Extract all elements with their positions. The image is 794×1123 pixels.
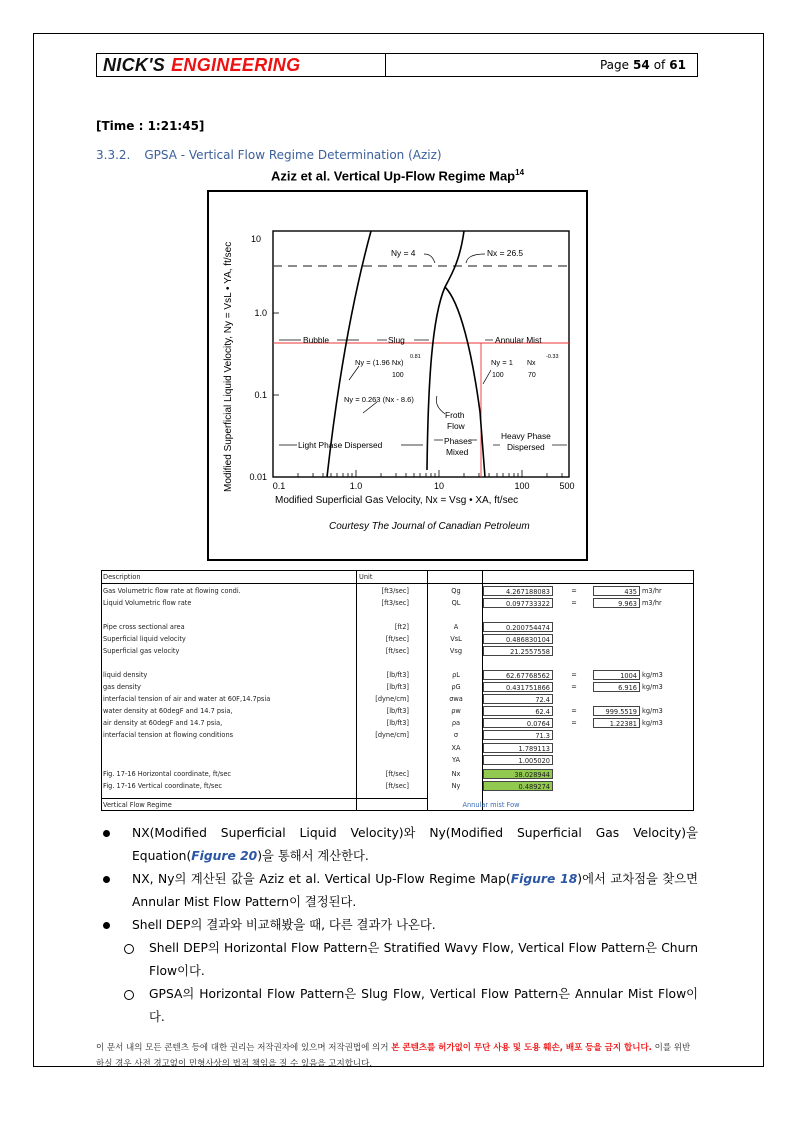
label-eq1-exp: 0.81 [410,354,421,360]
table-cell: [ft/sec] [385,770,409,778]
table-cell: liquid density [103,671,148,679]
label-bubble: Bubble [303,335,330,345]
time-label: [Time : 1:21:45] [96,119,205,133]
label-froth-1: Froth [445,410,465,420]
table-cell: air density at 60degF and 14.7 psia, [103,719,223,727]
table-cell: QL [451,599,461,607]
bullet-item [96,822,698,868]
slug-froth-boundary [427,231,464,470]
table-cell: 0.0764 [483,718,553,728]
label-phases-1: Phases [444,436,472,446]
section-title: GPSA - Vertical Flow Regime Determination (Aziz) [144,148,442,162]
table-cell: 0.097733322 [483,598,553,608]
page-header [96,53,698,77]
table-cell: 435 [593,586,640,596]
bullet-text: NX(Modified Superficial Liquid Velocity)와 Ny(Modified Superficial Gas Velocity)을 Equation( [132,826,698,863]
table-cell: kg/m3 [642,719,663,727]
table-cell: [ft/sec] [385,647,409,655]
table-cell: 21.2557558 [483,646,553,656]
notice-warning: 본 콘텐츠를 허가없이 무단 사용 및 도용 훼손, 배포 등을 금지 합니다. [391,1043,652,1053]
table-cell: = [571,599,577,607]
figure-title [207,168,588,183]
label-phases-2: Mixed [446,447,469,457]
bullet-text: )을 통해서 계산한다. [257,849,369,863]
table-cell: Fig. 17-16 Vertical coordinate, ft/sec [103,782,223,790]
table-cell: m3/hr [642,599,662,607]
table-cell: = [571,671,577,679]
y-axis-title: Modified Superficial Liquid Velocity, Ny = VsL • YA, ft/sec [223,241,234,492]
table-cell: 62.67768562 [483,670,553,680]
label-eq1: Ny = (1.96 Nx) [355,358,404,367]
table-cell: m3/hr [642,587,662,595]
header-unit: Unit [359,573,373,581]
section-number: 3.3.2. [96,148,131,162]
table-cell: A [453,623,459,631]
header-description: Description [103,573,141,581]
figure-title-ref: 14 [515,168,525,177]
brand-name: NICK'S [103,54,166,75]
table-cell: Superficial gas velocity [103,647,180,655]
calculation-table [101,570,694,811]
bullet-text: NX, Ny의 계산된 값을 Aziz et al. Vertical Up-Flow Regime Map( [132,872,511,886]
table-cell: Vertical Flow Regime [103,801,172,809]
table-cell: 9.963 [593,598,640,608]
table-cell: [ft2] [394,623,409,631]
page-total: 61 [669,58,686,72]
xtick-1: 1.0 [349,481,363,491]
table-cell: [ft/sec] [385,635,409,643]
label-heavy-1: Heavy Phase [501,431,551,441]
circle-bullet-icon [124,990,134,1000]
xtick-500: 500 [559,481,575,491]
table-cell: VsL [450,635,462,643]
table-cell: 62.4 [483,706,553,716]
table-cell: σwa [449,695,463,703]
table-cell: [lb/ft3] [386,683,409,691]
label-eq2-exp: -0.33 [546,354,559,360]
bullet-list [96,822,698,1029]
table-cell: [dyne/cm] [375,695,409,703]
table-cell: [lb/ft3] [386,707,409,715]
table-cell: [dyne/cm] [375,731,409,739]
table-cell: σ [453,731,459,739]
table-cell: [ft3/sec] [381,587,409,595]
table-cell: ρG [451,683,461,691]
figure-ref-link[interactable]: Figure 20 [191,849,258,863]
table-cell: = [571,683,577,691]
flow-regime-map [207,190,588,561]
tick-labels [249,234,574,491]
table-cell: [ft/sec] [385,782,409,790]
table-cell: 6.916 [593,682,640,692]
footer-line [33,1066,764,1067]
table-cell: = [571,587,577,595]
table-header-line [101,583,694,584]
bullet-item [96,868,698,914]
table-cell: Vsg [449,647,463,655]
bullet-dot-icon [103,876,110,883]
table-cell: Nx [451,770,461,778]
table-cell: Superficial liquid velocity [103,635,186,643]
bullet-dot-icon [103,922,110,929]
table-cell: water density at 60degF and 14.7 psia, [103,707,233,715]
brand-engineering: ENGINEERING [171,54,301,75]
table-cell: YA [451,756,461,764]
table-cell: 1.22381 [593,718,640,728]
figure-title-text: Aziz et al. Vertical Up-Flow Regime Map [270,168,516,184]
table-cell: 0.489274 [483,781,553,791]
table-cell: 0.200754474 [483,622,553,632]
notice-text: 이를 위반 하실 경우 사전 경고없이 민형사상의 법적 책임을 질 수 있음을 고지합니다. [96,1043,691,1069]
label-eq2-frac-den: 70 [528,372,536,379]
sub-bullet-item [96,937,698,983]
table-cell: 0.431751866 [483,682,553,692]
table-cell: 71.3 [483,730,553,740]
section-heading [96,148,442,162]
table-cell: XA [451,744,461,752]
figure-ref-link[interactable]: Figure 18 [510,872,578,886]
table-cell: kg/m3 [642,683,663,691]
table-cell: ρa [451,719,461,727]
page-number [386,54,697,76]
page-current: 54 [633,58,650,72]
regime-map-svg [209,192,586,559]
sub-bullet-text: GPSA의 Horizontal Flow Pattern은 Slug Flow, Vertical Flow Pattern은 Annular Mist Flow이다. [149,987,698,1024]
bullet-item [96,914,698,937]
table-cell: 4.267188083 [483,586,553,596]
table-cell: ρw [451,707,461,715]
table-cell: [ft3/sec] [381,599,409,607]
xtick-100: 100 [514,481,530,491]
label-nx265: Nx = 26.5 [487,248,524,258]
page-of: of [653,58,666,72]
table-cell: 72.4 [483,694,553,704]
table-cell: kg/m3 [642,707,663,715]
table-cell: 1004 [593,670,640,680]
table-cell: interfacial tension of air and water at 60F,14.7psia [103,695,271,703]
label-annular: Annular Mist [495,335,542,345]
table-cell: 0.486830104 [483,634,553,644]
courtesy-text: Courtesy The Journal of Canadian Petroleum [329,521,530,532]
table-cell: [lb/ft3] [386,671,409,679]
bullet-dot-icon [103,830,110,837]
label-ny4: Ny = 4 [391,248,416,258]
table-cell: Gas Volumetric flow rate at flowing condi. [103,587,241,595]
xtick-10: 10 [433,481,445,491]
bullet-text: )에서 교차점을 찾으면 Annular Mist Flow Pattern이 결정된다. [132,872,698,909]
table-cell: kg/m3 [642,671,663,679]
ytick-10: 10 [250,234,261,244]
table-cell: Pipe cross sectional area [103,623,185,631]
brand-logo [97,54,386,76]
label-eq1-den: 100 [392,372,404,379]
table-cell: Ny [451,782,461,790]
table-cell: ρL [452,671,460,679]
table-cell: 1.789113 [483,743,553,753]
table-cell: gas density [103,683,141,691]
table-cell: 999.5519 [593,706,640,716]
label-slug: Slug [388,335,405,345]
table-cell: Fig. 17-16 Horizontal coordinate, ft/sec [103,770,232,778]
table-cell: = [571,719,577,727]
label-froth-2: Flow [447,421,465,431]
label-eq3: Ny = 0.263 (Nx - 8.6) [344,395,414,404]
sub-bullet-item [96,983,698,1029]
notice-text: 이 문서 내의 모든 콘텐츠 등에 대한 권리는 저작권자에 있으며 저작권법에 의거 [96,1043,392,1053]
table-cell: 38.028944 [483,769,553,779]
label-eq2: Ny = 1 [491,358,513,367]
xtick-01: 0.1 [272,481,286,491]
page-label: Page [599,58,630,72]
label-light-phase: Light Phase Dispersed [298,440,383,450]
sub-bullet-text: Shell DEP의 Horizontal Flow Pattern은 Stratified Wavy Flow, Vertical Flow Pattern은 Churn Flow이다. [149,941,698,978]
x-axis-title: Modified Superficial Gas Velocity, Nx = Vsg • XA, ft/sec [275,495,519,506]
label-eq2-frac-num: Nx [527,360,536,367]
ytick-001: 0.01 [249,472,267,482]
table-cell: 1.005020 [483,755,553,765]
annotation-arrows [279,254,567,445]
table-cell: Annular mist Fow [462,801,520,809]
table-cell: interfacial tension at flowing conditions [103,731,234,739]
ytick-1: 1.0 [254,308,267,318]
ytick-01: 0.1 [254,390,267,400]
table-cell: Liquid Volumetric flow rate [103,599,192,607]
table-cell: = [571,707,577,715]
circle-bullet-icon [124,944,134,954]
label-eq2-den: 100 [492,372,504,379]
label-heavy-2: Dispersed [507,442,545,452]
bullet-text: Shell DEP의 결과와 비교해봤을 때, 다른 결과가 나온다. [132,918,436,932]
table-cell: [lb/ft3] [386,719,409,727]
copyright-notice [96,1040,698,1072]
table-cell: Qg [451,587,461,595]
